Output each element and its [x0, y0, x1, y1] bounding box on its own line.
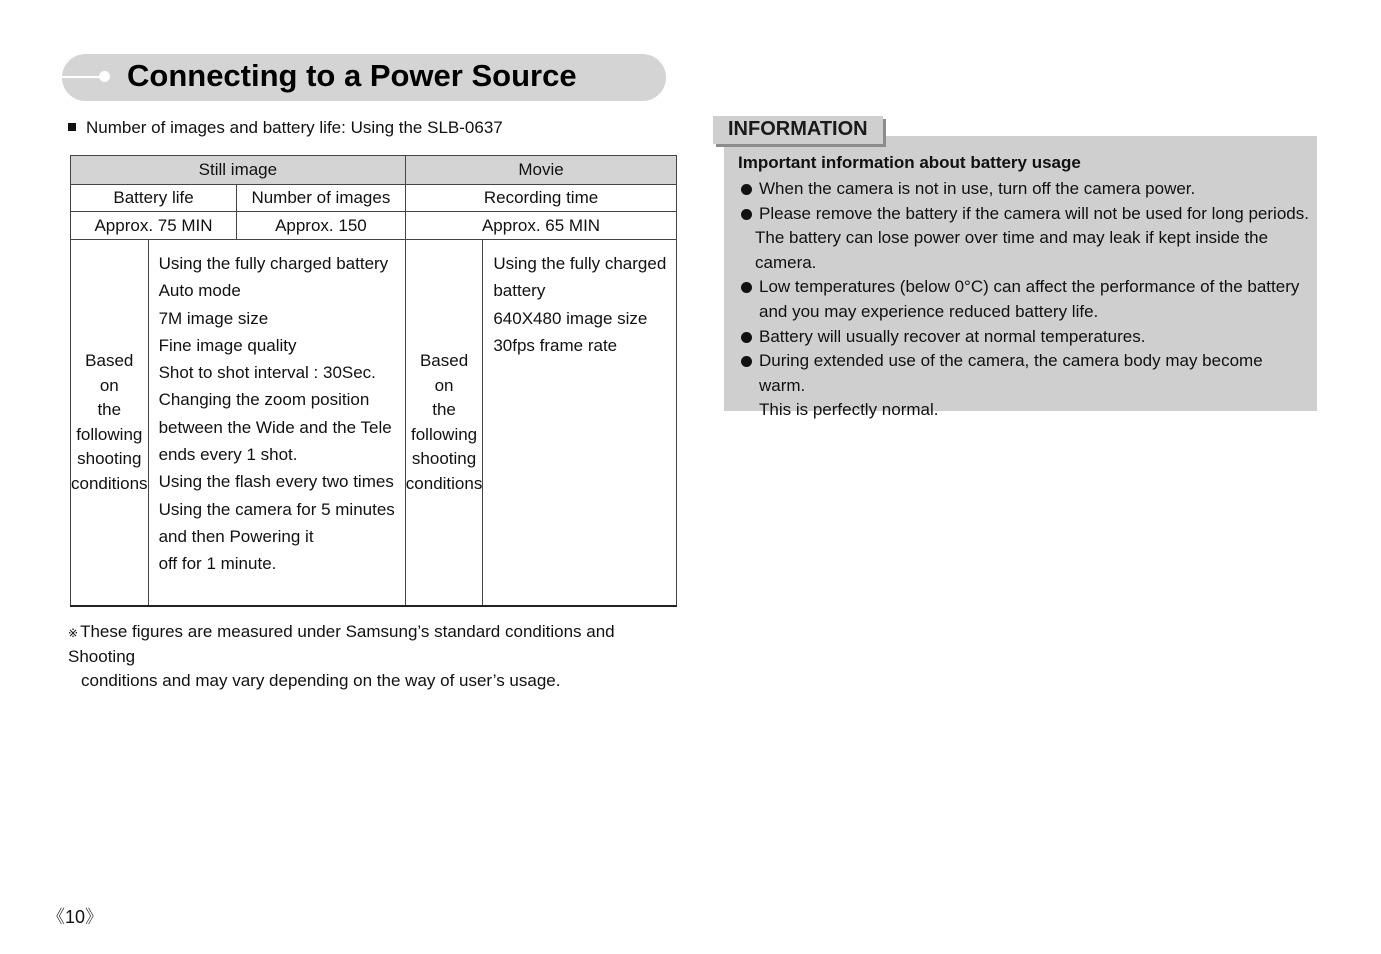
battery-life-header: Battery life: [71, 185, 237, 212]
list-item: [740, 275, 1310, 324]
condition-line: Shot to shot interval : 30Sec.: [158, 363, 376, 383]
information-label: INFORMATION: [728, 118, 868, 140]
condition-line: Auto mode: [158, 281, 241, 301]
condition-line: 7M image size: [158, 308, 269, 328]
information-list: [740, 177, 1310, 423]
item-line: This is perfectly normal.: [759, 400, 939, 420]
item-line: camera.: [755, 252, 817, 272]
condition-line: Using the camera for 5 minutes: [158, 499, 395, 519]
bullet-icon: [741, 209, 752, 220]
bullet-icon: [741, 184, 752, 195]
based-line: conditions: [405, 473, 483, 493]
information-heading: Important information about battery usage: [738, 153, 1081, 172]
movie-conditions: [483, 240, 677, 607]
footnote: [68, 620, 668, 693]
based-line: shooting: [77, 449, 142, 468]
item-line: During extended use of the camera, the camera body may become warm.: [759, 351, 1263, 395]
based-line: the: [432, 400, 456, 419]
bullet-icon: [741, 282, 752, 293]
condition-line: Using the fully charged: [493, 254, 667, 273]
based-line: on: [434, 375, 454, 395]
based-line: following: [76, 424, 143, 444]
page-number: 《10》: [47, 907, 104, 927]
condition-line: 640X480 image size: [493, 308, 648, 328]
movie-based-on-label: [405, 240, 483, 607]
condition-line: off for 1 minute.: [158, 554, 277, 574]
number-of-images-value: Approx. 150: [237, 212, 406, 240]
list-item: [740, 177, 1310, 202]
table-value-row: [71, 212, 677, 240]
based-line: conditions: [71, 473, 148, 493]
condition-line: Fine image quality: [158, 335, 297, 355]
recording-time-header: Recording time: [405, 185, 677, 212]
table-subheader-row: [71, 185, 677, 212]
based-line: following: [410, 424, 478, 444]
condition-line: 30fps frame rate: [493, 335, 618, 355]
table-conditions-row: [71, 240, 677, 607]
table-header-row: [71, 156, 677, 185]
movie-header: Movie: [405, 156, 677, 185]
still-based-on-label: [71, 240, 149, 607]
battery-life-value: Approx. 75 MIN: [71, 212, 237, 240]
number-of-images-header: Number of images: [237, 185, 406, 212]
recording-time-value: Approx. 65 MIN: [405, 212, 677, 240]
condition-line: Using the flash every two times: [158, 472, 394, 492]
battery-life-table: [70, 155, 677, 607]
item-line: The battery can lose power over time and may leak if kept inside the: [755, 228, 1269, 248]
bullet-icon: [741, 356, 752, 367]
square-bullet-icon: [68, 123, 76, 131]
condition-line: ends every 1 shot.: [158, 445, 298, 465]
condition-line: Changing the zoom position: [158, 390, 370, 410]
page-title: Connecting to a Power Source: [127, 58, 577, 93]
subtitle-text: Number of images and battery life: Using the SLB-0637: [86, 118, 503, 137]
based-line: the: [97, 400, 122, 419]
list-item: [740, 202, 1310, 276]
list-item: [740, 349, 1310, 423]
subtitle: [68, 118, 503, 138]
reference-mark-icon: ※: [68, 626, 79, 640]
footnote-line-1: These figures are measured under Samsung’s standard conditions and Shooting: [68, 622, 615, 666]
condition-line: and then Powering it: [158, 526, 314, 546]
bullet-icon: [741, 332, 752, 343]
based-line: Based: [85, 351, 134, 370]
still-image-header: Still image: [71, 156, 406, 185]
footnote-line-2: conditions and may vary depending on the way of user’s usage.: [81, 671, 561, 690]
condition-line: battery: [493, 281, 546, 301]
condition-line: Using the fully charged battery: [158, 254, 389, 273]
item-line: Low temperatures (below 0°C) can affect the performance of the battery: [759, 277, 1300, 297]
based-line: on: [99, 375, 119, 395]
based-line: Based: [419, 351, 469, 370]
list-item: [740, 325, 1310, 350]
item-line: Battery will usually recover at normal temperatures.: [759, 326, 1146, 346]
item-line: When the camera is not in use, turn off the camera power.: [759, 179, 1196, 198]
based-line: shooting: [411, 449, 477, 468]
still-conditions: [148, 240, 405, 607]
condition-line: between the Wide and the Tele: [158, 417, 392, 437]
title-decoration-dot: [99, 71, 110, 82]
item-line: Please remove the battery if the camera will not be used for long periods.: [759, 203, 1309, 223]
item-line: and you may experience reduced battery life.: [759, 301, 1099, 321]
